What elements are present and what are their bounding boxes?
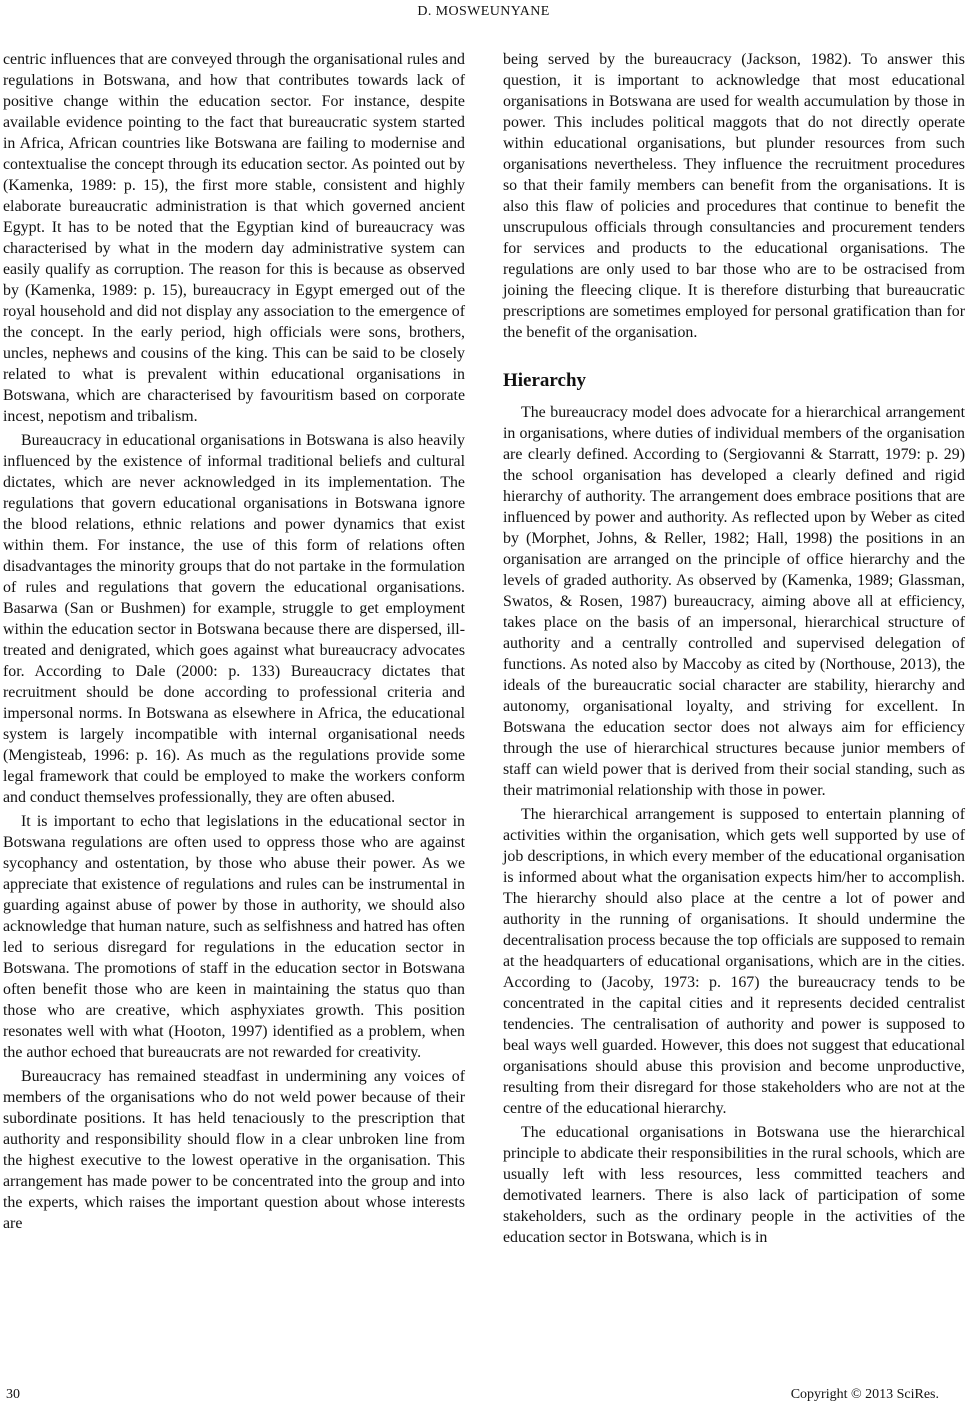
running-head-author: D. MOSWEUNYANE [417, 4, 550, 19]
paragraph: being served by the bureaucracy (Jackson, 1982). To answer this question, it is important to acknowledge that most educational organisations in Botswana are used for wealth accumulation by those in power. This includes political maggots that do not directly operate within educational organisations, but plunder resources from such organisations nevertheless. They influence the recruitment procedures so that their family members can benefit from the organisations. It is also this flaw of policies and procedures that continue to benefit the unscrupulous officials through consultancies and procurement tenders for services and products to the educational organisations. The regulations are only used to bar those who are to be ostracised from joining the fleecing clique. It is therefore disturbing that bureaucratic prescriptions are sometimes employed for personal gratification than for the benefit of the organisation. [503, 51, 965, 341]
paragraph: The bureaucracy model does advocate for a hierarchical arrangement in organisations, where duties of individual members of the organisation are clearly defined. According to (Sergiovanni & Starratt, 1979: p. 29) the school organisation has developed a clearly defined and rigid hierarchy of authority. The arrangement does embrace positions that are influenced by power and authority. As reflected upon by Weber as cited by (Morphet, Johns, & Reller, 1982; Hall, 1998) the positions in an organisation are arranged on the principle of office hierarchy and the levels of graded authority. As observed by (Kamenka, 1989; Glassman, Swatos, & Rosen, 1987) bureaucracy, aiming above all at efficiency, takes place on the basis of an impersonal, hierarchical structure of authority and a centrally controlled and supervised delegation of functions. As noted also by Maccoby as cited by (Northouse, 2013), the ideals of the bureaucratic social character are stability, hierarchy and autonomy, organisational loyalty, and striving for excellent. In Botswana the education sector does not always aim for efficiency through the use of hierarchical structures because junior members of staff can wield power that is derived from their social standing, such as their matrimonial relationship with those in power. [503, 404, 965, 799]
section-heading-hierarchy: Hierarchy [503, 370, 587, 391]
paragraph: The hierarchical arrangement is supposed to entertain planning of activities within the organisation, which gets well supported by use of job descriptions, in which every member of the educational organisation is informed about what the organisation expects him/her to accomplish. The hierarchy should also place at the centre a lot of power and authority in the running of organisations. It should undermine the decentralisation process because the top officials are supposed to remain at the headquarters of educational organisations, which are in the cities. According to (Jacoby, 1973: p. 167) the bureaucracy tends to be concentrated in the capital cities and it represents decided centralist tendencies. The centralisation of authority and power is supposed to beal ways well guarded. However, this does not suggest that educational organisations should abuse this provision and become unproductive, resulting from their disregard for those stakeholders who are not at the centre of the educational hierarchy. [503, 806, 965, 1117]
page-number: 30 [6, 1387, 20, 1402]
paragraph: The educational organisations in Botswana use the hierarchical principle to abdicate their responsibilities in the rural schools, which are usually left with less resources, less committed teachers and demotivated learners. There is also lack of participation of some stakeholders, such as the ordinary people in the activities of the education sector in Botswana, which is in [503, 1124, 965, 1246]
left-column [3, 49, 465, 1234]
copyright-notice: Copyright © 2013 SciRes. [790, 1387, 939, 1402]
paragraph: Bureaucracy in educational organisations in Botswana is also heavily influenced by the existence of informal traditional beliefs and cultural dictates, which are never acknowledged in its implementation. The regulations that govern educational organisations in Botswana ignore the blood relations, ethnic relations and power dynamics that exist within them. For instance, the use of this form of relations often disadvantages the minority groups that do not partake in the formulation of rules and regulations that govern the educational organisations. Basarwa (San or Bushmen) for example, struggle to get employment within the education sector in Botswana because there are dispersed, ill-treated and denigrated, which goes against what bureaucracy advocates for. According to Dale (2000: p. 133) Bureaucracy dictates that recruitment should be done according to professional criteria and impersonal norms. In Botswana as elsewhere in Africa, the educational system is largely incompatible with internal organisational needs (Mengisteab, 1996: p. 16). As much as the regulations provide some legal framework that could be employed to make the workers conform and conduct themselves professionally, they are often abused. [3, 432, 465, 806]
paragraph: centric influences that are conveyed through the organisational rules and regulations in Botswana, and how that contributes towards lack of positive change within the education sector. For instance, despite available evidence pointing to the fact that bureaucratic system started in Africa, African countries like Botswana are failing to modernise and contextualise the concept through its education sector. As pointed out by (Kamenka, 1989: p. 15), the first more stable, consistent and highly elaborate bureaucratic administration is that which governed ancient Egypt. It has to be noted that the Egyptian kind of bureaucracy was characterised by what in the modern day administrative system can easily qualify as corruption. The reason for this is because as observed by (Kamenka, 1989: p. 15), bureaucracy in Egypt emerged out of the royal household and did not display any association to the emergence of the concept. In the early period, high officials were sons, brothers, uncles, nephews and cousins of the king. This can be said to be closely related to what is prevalent within educational organisations in Botswana, which are characterised by favouritism based on corporate incest, nepotism and tribalism. [3, 51, 465, 425]
paragraph: Bureaucracy has remained steadfast in undermining any voices of members of the organisations who do not weld power because of their subordinate positions. It has held tenaciously to the prescription that authority and responsibility should flow in a clear unbroken line from the highest executive to the lowest operative in the organisation. This arrangement has made power to be concentrated into the group and into the experts, which raises the important question about whose interests are [3, 1068, 465, 1232]
right-column [503, 49, 965, 1248]
paragraph: It is important to echo that legislations in the educational sector in Botswana regulations are often used to oppress those who are against sycophancy and ostentation, by those who abuse their power. As we appreciate that existence of regulations and rules can be instrumental in guarding against abuse of power by those in authority, we should also acknowledge that human nature, such as selfishness and hatred has often led to serious disregard for regulations in the education sector in Botswana. The promotions of staff in the education sector in Botswana often benefit those who are keen in maintaining the status quo than those who are creative, which asphyxiates growth. This position resonates well with what (Hooton, 1997) identified as a problem, when the author echoed that bureaucrats are not rewarded for creativity. [3, 813, 466, 1061]
